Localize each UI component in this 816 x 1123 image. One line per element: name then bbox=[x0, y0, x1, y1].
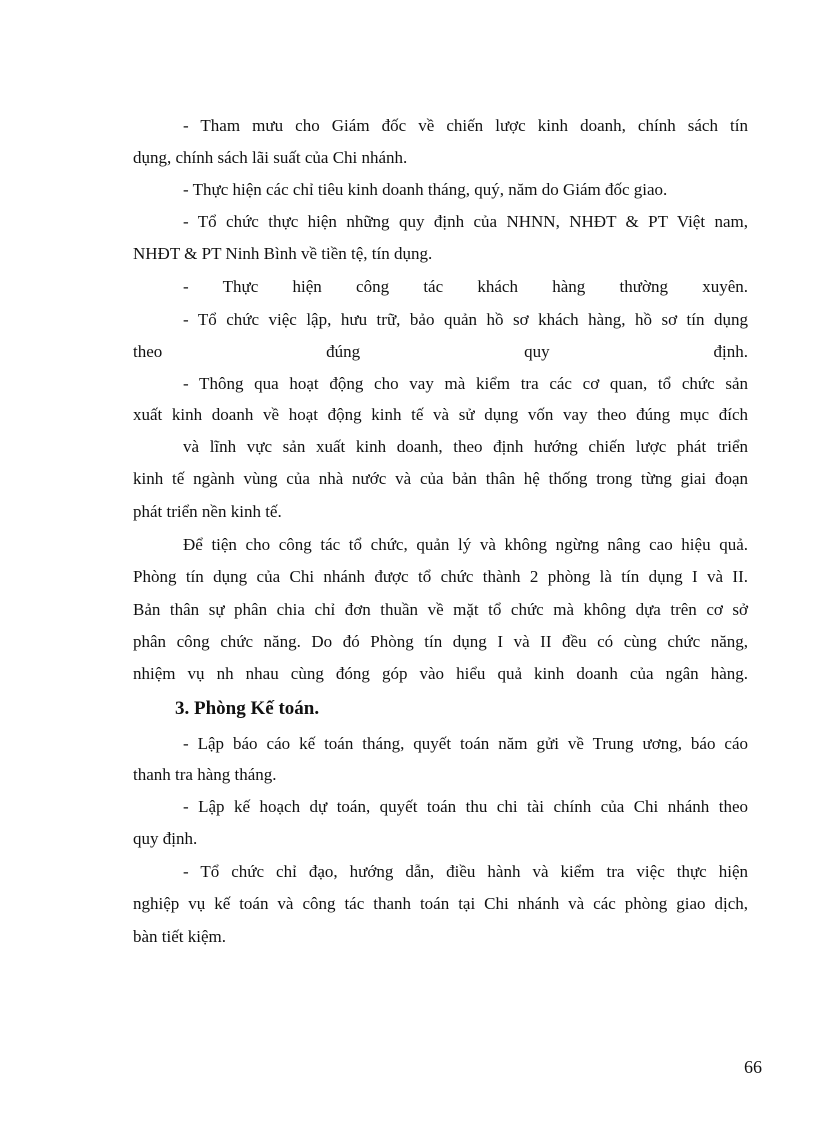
page-number: 66 bbox=[744, 1057, 762, 1077]
text-line: - Thông qua hoạt động cho vay mà kiểm tra các cơ quan, tổ chức sản bbox=[183, 374, 748, 393]
text-line: Để tiện cho công tác tổ chức, quản lý và không ngừng nâng cao hiệu quả. bbox=[183, 535, 748, 554]
text-line: quy định. bbox=[133, 829, 198, 848]
text-line: bàn tiết kiệm. bbox=[133, 927, 227, 946]
text-line: - Lập báo cáo kế toán tháng, quyết toán năm gửi về Trung ương, báo cáo bbox=[183, 734, 748, 753]
text-line: - Lập kế hoạch dự toán, quyết toán thu chi tài chính của Chi nhánh theo bbox=[183, 797, 748, 816]
text-line: dụng, chính sách lãi suất của Chi nhánh. bbox=[133, 148, 408, 167]
text-line: theo đúng quy định. bbox=[133, 342, 748, 361]
section-heading: 3. Phòng Kế toán. bbox=[175, 698, 320, 719]
text-line: Phòng tín dụng của Chi nhánh được tổ chức thành 2 phòng là tín dụng I và II. bbox=[133, 567, 748, 586]
text-line: phân công chức năng. Do đó Phòng tín dụng I và II đều có cùng chức năng, bbox=[133, 632, 748, 651]
text-line: Bản thân sự phân chia chỉ đơn thuần về mặt tổ chức mà không dựa trên cơ sở bbox=[133, 600, 748, 619]
text-line: - Tổ chức việc lập, hưu trữ, bảo quản hồ sơ khách hàng, hồ sơ tín dụng bbox=[183, 310, 748, 329]
text-line: - Thực hiện công tác khách hàng thường xuyên. bbox=[183, 277, 748, 296]
text-line: kinh tế ngành vùng của nhà nước và của bản thân hệ thống trong từng giai đoạn bbox=[133, 469, 748, 488]
text-line: NHĐT & PT Ninh Bình về tiền tệ, tín dụng. bbox=[133, 244, 433, 263]
text-line: xuất kinh doanh về hoạt động kinh tế và sử dụng vốn vay theo đúng mục đích bbox=[133, 405, 748, 424]
text-line: - Tham mưu cho Giám đốc về chiến lược kinh doanh, chính sách tín bbox=[183, 116, 748, 135]
text-line: - Thực hiện các chỉ tiêu kinh doanh tháng, quý, năm do Giám đốc giao. bbox=[183, 180, 668, 199]
text-line: thanh tra hàng tháng. bbox=[133, 765, 277, 784]
text-line: và lĩnh vực sản xuất kinh doanh, theo định hướng chiến lược phát triển bbox=[183, 437, 748, 456]
text-line: phát triển nền kinh tế. bbox=[133, 502, 282, 521]
text-line: nghiệp vụ kế toán và công tác thanh toán tại Chi nhánh và các phòng giao dịch, bbox=[133, 894, 748, 913]
text-line: - Tổ chức thực hiện những quy định của NHNN, NHĐT & PT Việt nam, bbox=[183, 212, 748, 231]
text-line: nhiệm vụ nh nhau cùng đóng góp vào hiểu quả kinh doanh của ngân hàng. bbox=[133, 664, 748, 683]
text-line: - Tổ chức chỉ đạo, hướng dẫn, điều hành và kiểm tra việc thực hiện bbox=[183, 862, 748, 881]
